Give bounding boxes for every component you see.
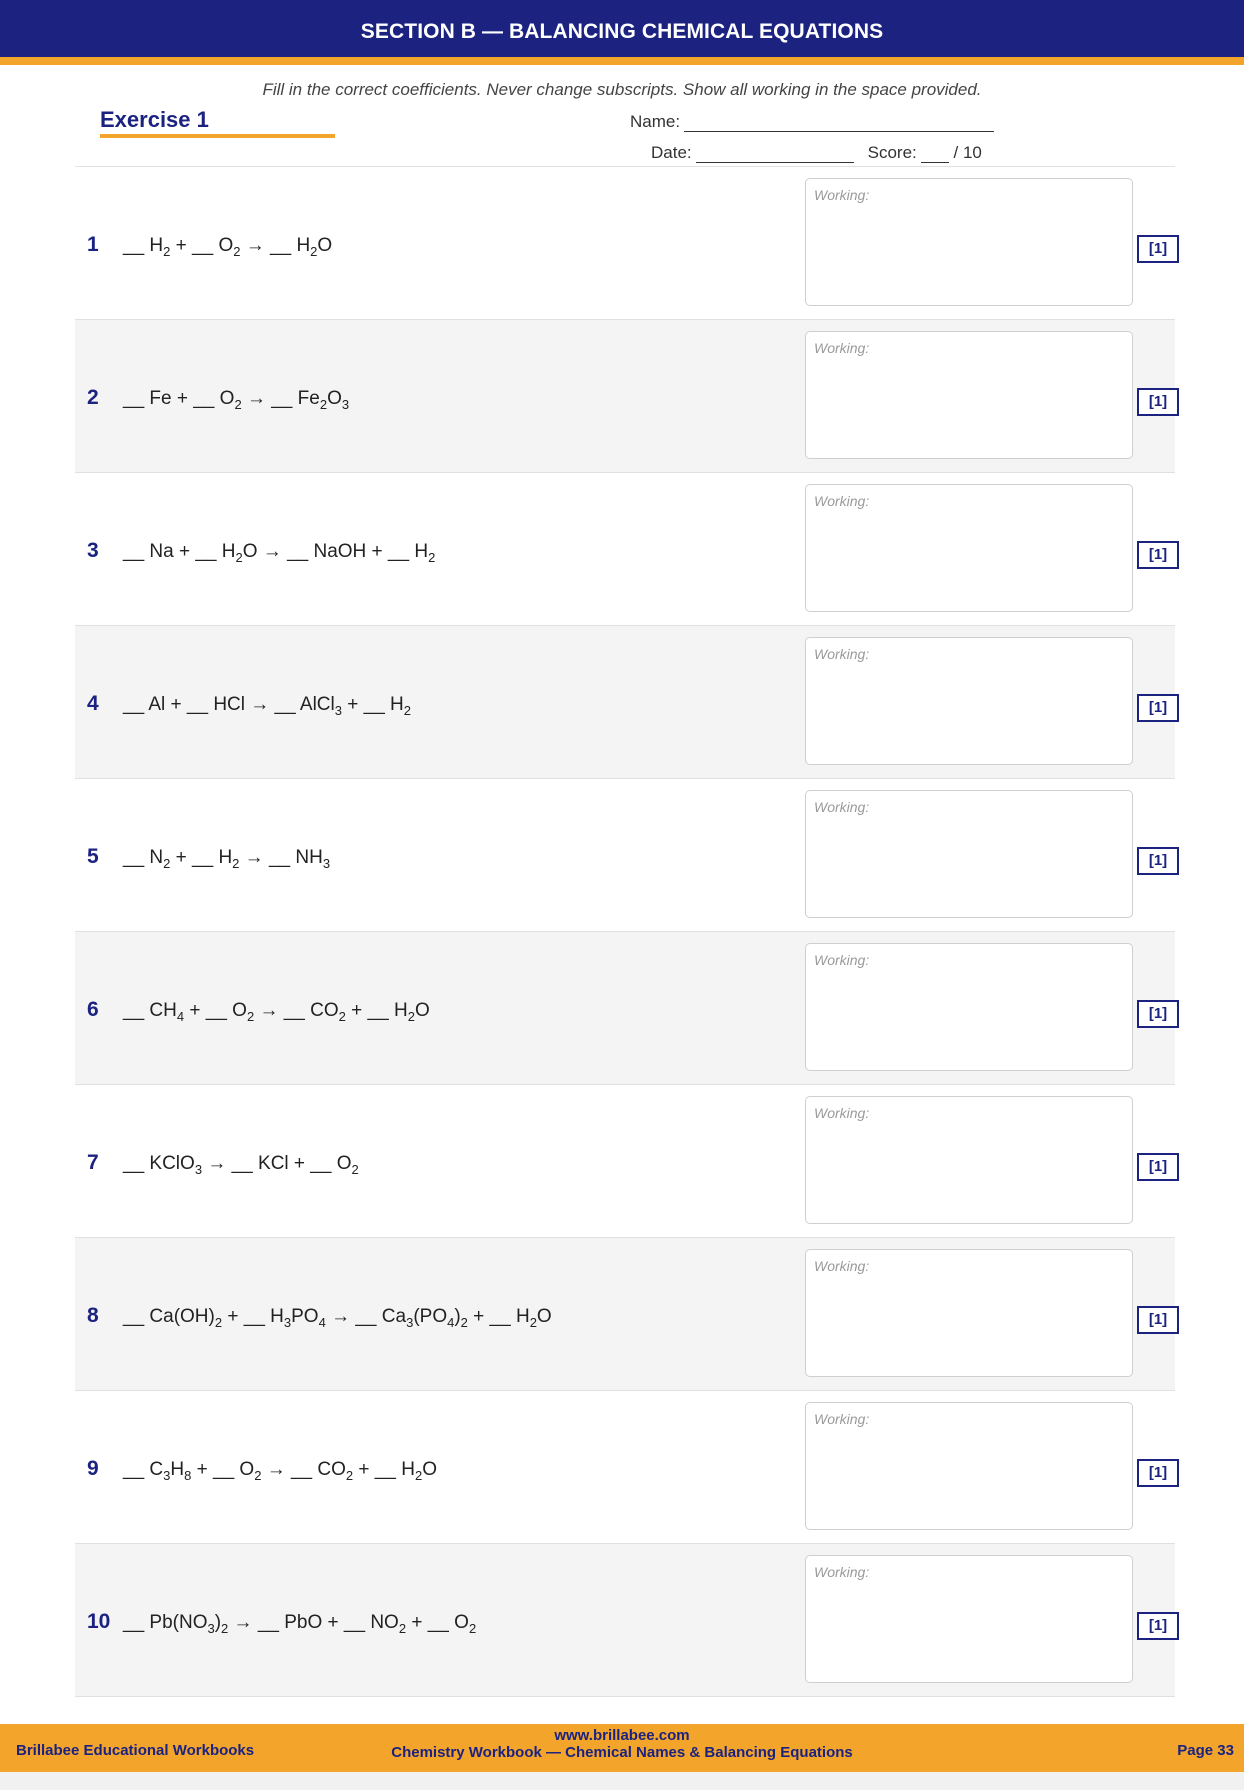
working-box[interactable]: [805, 790, 1133, 918]
equation-text: → __ CO: [261, 1459, 346, 1480]
question-row: [75, 167, 1175, 320]
working-box[interactable]: [805, 1402, 1133, 1530]
marks-badge: [1]: [1137, 541, 1179, 569]
marks-badge: [1]: [1137, 694, 1179, 722]
equation-text: → __ Ca: [325, 1306, 407, 1327]
equation-text: + __ O: [406, 1612, 469, 1633]
equation-text: → __ H: [240, 235, 311, 256]
equation-text: → __ NH: [239, 847, 323, 868]
working-box[interactable]: [805, 637, 1133, 765]
equation-subscript: 2: [319, 397, 328, 412]
footer-workbook-title: Chemistry Workbook — Chemical Names & Balancing Equations: [391, 1744, 853, 1761]
score-label: Score:: [867, 143, 917, 162]
equation-subscript: 2: [338, 1009, 346, 1024]
marks-badge: [1]: [1137, 1306, 1179, 1334]
equation-subscript: 3: [322, 856, 331, 871]
chemical-equation: [123, 1459, 437, 1481]
equation-subscript: 2: [310, 244, 318, 259]
question-row: [75, 1544, 1175, 1697]
equation-text: + __ H: [467, 1306, 530, 1327]
equation-text: __ CH: [123, 1000, 177, 1021]
equation-text: PO: [291, 1306, 319, 1327]
chemical-equation: [123, 847, 330, 869]
equation-text: + __ O: [170, 235, 234, 256]
question-number: 8: [87, 1304, 99, 1327]
equation-text: + __ O: [191, 1459, 255, 1480]
chemical-equation: [123, 1306, 552, 1328]
name-label: Name:: [630, 112, 681, 131]
equation-text: __ KClO: [123, 1153, 195, 1174]
footer-center: [0, 1727, 1244, 1761]
equation-subscript: 2: [254, 1468, 262, 1483]
equation-subscript: 3: [163, 1468, 171, 1483]
working-label: Working:: [814, 1258, 870, 1274]
equation-text: → __ KCl + __ O: [202, 1153, 352, 1174]
working-label: Working:: [814, 340, 870, 356]
working-label: Working:: [814, 952, 870, 968]
chemical-equation: [123, 1612, 476, 1634]
page-footer: [0, 1724, 1244, 1772]
equation-subscript: 4: [318, 1315, 326, 1330]
question-number: 9: [87, 1457, 99, 1480]
equation-subscript: 2: [529, 1315, 537, 1330]
date-label: Date:: [651, 143, 692, 162]
question-number: 3: [87, 539, 99, 562]
working-label: Working:: [814, 187, 870, 203]
exercise-title: Exercise 1: [100, 107, 335, 138]
equation-text: O: [414, 1000, 430, 1021]
equation-subscript: 2: [398, 1621, 407, 1636]
equation-text: + __ H: [170, 847, 233, 868]
equation-subscript: 4: [447, 1315, 455, 1330]
equation-subscript: 2: [428, 550, 436, 565]
equation-text: H: [170, 1459, 185, 1480]
question-row: [75, 1391, 1175, 1544]
equation-text: → __ CO: [254, 1000, 339, 1021]
score-blank[interactable]: [921, 145, 949, 163]
equation-subscript: 2: [221, 1621, 229, 1636]
equation-subscript: 3: [334, 703, 342, 718]
question-row: [75, 1238, 1175, 1391]
working-box[interactable]: [805, 1096, 1133, 1224]
chemical-equation: [123, 1000, 430, 1022]
equation-subscript: 8: [184, 1468, 192, 1483]
marks-badge: [1]: [1137, 235, 1179, 263]
name-blank[interactable]: [684, 114, 994, 132]
date-blank[interactable]: [696, 145, 854, 163]
equation-subscript: 3: [341, 397, 350, 412]
equation-subscript: 2: [414, 1468, 423, 1483]
marks-badge: [1]: [1137, 1000, 1179, 1028]
score-total: / 10: [953, 143, 982, 162]
working-box[interactable]: [805, 178, 1133, 306]
equation-text: + __ H: [345, 1000, 408, 1021]
equation-text: __ H: [123, 235, 164, 256]
equation-subscript: 2: [403, 703, 412, 718]
equation-subscript: 3: [406, 1315, 414, 1330]
equation-subscript: 2: [234, 397, 242, 412]
working-label: Working:: [814, 493, 870, 509]
working-box[interactable]: [805, 943, 1133, 1071]
question-number: 1: [87, 233, 99, 256]
question-number: 6: [87, 998, 99, 1021]
footer-publisher: Brillabee Educational Workbooks: [16, 1742, 255, 1759]
equation-subscript: 2: [214, 1315, 223, 1330]
equation-text: __ C: [123, 1459, 164, 1480]
question-row: [75, 626, 1175, 779]
equation-subscript: 3: [207, 1621, 215, 1636]
section-title: SECTION B — BALANCING CHEMICAL EQUATIONS: [360, 20, 884, 43]
footer-url[interactable]: www.brillabee.com: [554, 1727, 690, 1744]
equation-subscript: 2: [235, 550, 243, 565]
equation-subscript: 4: [176, 1009, 185, 1024]
equation-text: → __ PbO + __ NO: [228, 1612, 399, 1633]
equation-subscript: 3: [194, 1162, 203, 1177]
question-list: [75, 167, 1175, 1697]
working-label: Working:: [814, 1564, 870, 1580]
working-label: Working:: [814, 646, 870, 662]
question-number: 4: [87, 692, 99, 715]
working-label: Working:: [814, 1105, 870, 1121]
equation-text: O: [422, 1459, 437, 1480]
chemical-equation: [123, 235, 332, 257]
section-header: [0, 0, 1244, 65]
working-box[interactable]: [805, 331, 1133, 459]
working-label: Working:: [814, 1411, 870, 1427]
equation-subscript: 2: [232, 856, 240, 871]
equation-text: O → __ NaOH + __ H: [242, 541, 429, 562]
marks-badge: [1]: [1137, 388, 1179, 416]
bottom-strip: [0, 1772, 1244, 1790]
equation-subscript: 2: [233, 244, 241, 259]
question-row: [75, 1085, 1175, 1238]
question-row: [75, 932, 1175, 1085]
question-row: [75, 779, 1175, 932]
equation-text: O: [327, 388, 342, 409]
question-row: [75, 473, 1175, 626]
equation-text: + __ H: [222, 1306, 284, 1327]
chemical-equation: [123, 388, 349, 410]
instructions-text: Fill in the correct coefficients. Never change subscripts. Show all working in the space provided.: [262, 80, 982, 99]
equation-text: ): [214, 1612, 222, 1633]
equation-text: O: [536, 1306, 552, 1327]
equation-text: + __ H: [353, 1459, 415, 1480]
equation-text: __ Ca(OH): [123, 1306, 215, 1327]
question-row: [75, 320, 1175, 473]
equation-subscript: 2: [468, 1621, 477, 1636]
working-box[interactable]: [805, 484, 1133, 612]
equation-subscript: 2: [351, 1162, 359, 1177]
working-box[interactable]: [805, 1555, 1133, 1683]
marks-badge: [1]: [1137, 1153, 1179, 1181]
equation-subscript: 2: [163, 856, 171, 871]
equation-subscript: 2: [460, 1315, 468, 1330]
equation-subscript: 2: [163, 244, 171, 259]
equation-text: __ Fe + __ O: [123, 388, 235, 409]
working-box[interactable]: [805, 1249, 1133, 1377]
equation-text: O: [317, 235, 333, 256]
question-number: 2: [87, 386, 99, 409]
equation-text: (PO: [413, 1306, 448, 1327]
equation-text: + __ O: [184, 1000, 247, 1021]
working-label: Working:: [814, 799, 870, 815]
equation-subscript: 2: [407, 1009, 415, 1024]
equation-text: __ Pb(NO: [123, 1612, 208, 1633]
equation-text: __ N: [123, 847, 164, 868]
equation-text: + __ H: [341, 694, 404, 715]
marks-badge: [1]: [1137, 847, 1179, 875]
equation-text: __ Na + __ H: [123, 541, 236, 562]
chemical-equation: [123, 541, 435, 563]
page-number: Page 33: [1177, 1742, 1234, 1759]
equation-subscript: 3: [283, 1315, 292, 1330]
question-number: 5: [87, 845, 99, 868]
equation-text: ): [454, 1306, 461, 1327]
marks-badge: [1]: [1137, 1459, 1179, 1487]
chemical-equation: [123, 1153, 359, 1175]
date-score-line: [651, 143, 982, 163]
question-number: 7: [87, 1151, 99, 1174]
chemical-equation: [123, 694, 411, 716]
question-number: 10: [87, 1610, 111, 1633]
equation-subscript: 2: [246, 1009, 255, 1024]
name-field[interactable]: [630, 112, 994, 132]
marks-badge: [1]: [1137, 1612, 1179, 1640]
equation-subscript: 2: [345, 1468, 354, 1483]
equation-text: → __ Fe: [241, 388, 320, 409]
equation-text: __ Al + __ HCl → __ AlCl: [123, 694, 335, 715]
